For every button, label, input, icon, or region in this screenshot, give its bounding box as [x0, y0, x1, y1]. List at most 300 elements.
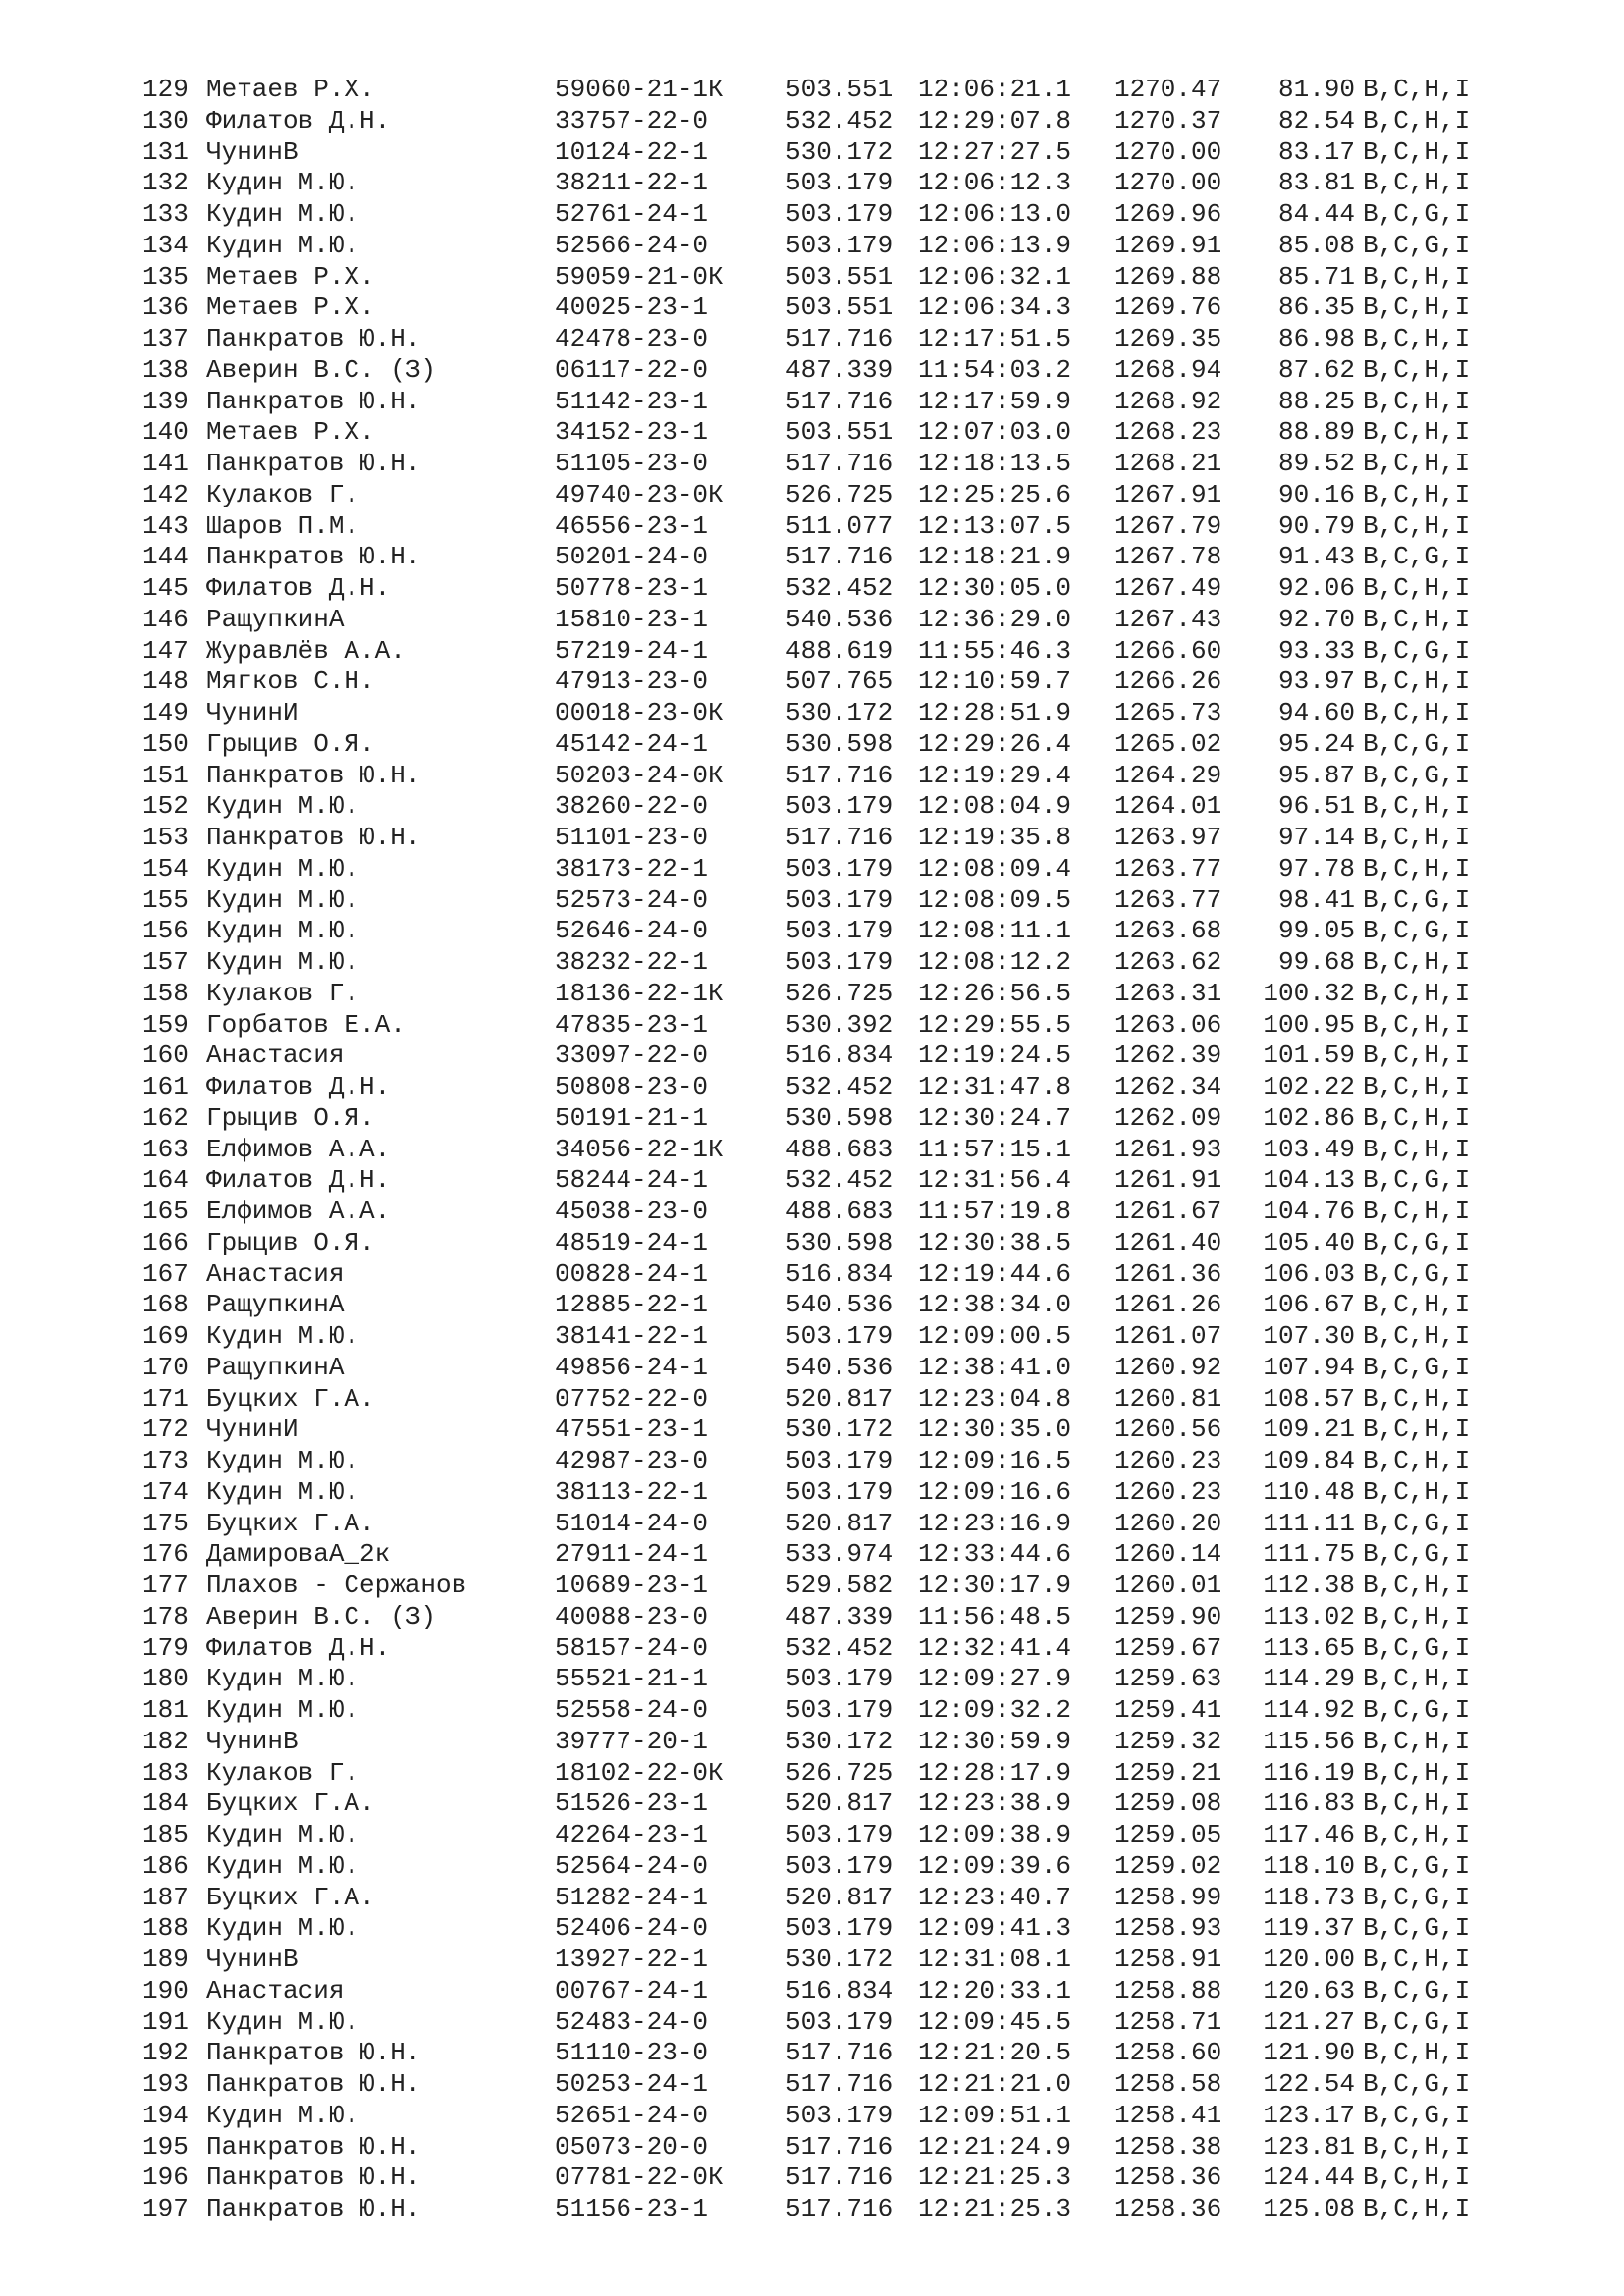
name-cell: Кудин М.Ю.: [206, 1695, 360, 1725]
categories-cell: B,C,G,I: [1363, 2069, 1471, 2099]
name-cell: Кудин М.Ю.: [206, 1664, 360, 1694]
ring-number-cell: 00018-23-0К: [555, 698, 724, 727]
table-row: [142, 1820, 1488, 1851]
place-cell: 142: [142, 479, 189, 509]
distance-cell: 540.536: [785, 1290, 893, 1320]
ring-number-cell: 51142-23-1: [555, 386, 709, 416]
speed-cell: 1268.21: [1114, 449, 1222, 478]
name-cell: Кудин М.Ю.: [206, 1321, 360, 1351]
distance-cell: 517.716: [785, 324, 893, 353]
points-cell: 114.92: [1263, 1695, 1355, 1725]
categories-cell: B,C,G,I: [1363, 1632, 1471, 1663]
name-cell: Грыцив О.Я.: [206, 1227, 375, 1257]
name-cell: Кудин М.Ю.: [206, 2006, 360, 2037]
arrival-time-cell: 12:31:56.4: [918, 1165, 1072, 1196]
ring-number-cell: 38232-22-1: [555, 947, 709, 977]
ring-number-cell: 45038-23-0: [555, 1197, 709, 1226]
speed-cell: 1269.91: [1114, 230, 1222, 260]
arrival-time-cell: 12:18:21.9: [918, 542, 1072, 572]
distance-cell: 503.179: [785, 2006, 893, 2037]
table-row: [142, 605, 1488, 636]
speed-cell: 1261.91: [1114, 1165, 1222, 1196]
categories-cell: B,C,G,I: [1363, 1539, 1471, 1570]
speed-cell: 1258.60: [1114, 2038, 1222, 2068]
ring-number-cell: 49856-24-1: [555, 1352, 709, 1382]
table-row: [142, 1446, 1488, 1477]
arrival-time-cell: 12:36:29.0: [918, 604, 1072, 634]
ring-number-cell: 15810-23-1: [555, 604, 709, 634]
categories-cell: B,C,H,I: [1363, 947, 1471, 977]
arrival-time-cell: 12:23:04.8: [918, 1383, 1072, 1414]
speed-cell: 1258.71: [1114, 2006, 1222, 2037]
table-row: [142, 293, 1488, 324]
table-row: [142, 1509, 1488, 1540]
points-cell: 99.05: [1277, 916, 1355, 946]
arrival-time-cell: 12:29:07.8: [918, 105, 1072, 135]
speed-cell: 1268.23: [1114, 417, 1222, 448]
distance-cell: 526.725: [785, 978, 893, 1008]
speed-cell: 1263.31: [1114, 978, 1222, 1008]
speed-cell: 1258.93: [1114, 1913, 1222, 1944]
table-row: [142, 75, 1488, 106]
distance-cell: 517.716: [785, 2069, 893, 2099]
speed-cell: 1261.07: [1114, 1321, 1222, 1351]
categories-cell: B,C,H,I: [1363, 2131, 1471, 2162]
distance-cell: 530.172: [785, 1945, 893, 1974]
speed-cell: 1260.20: [1114, 1508, 1222, 1538]
table-row: [142, 1758, 1488, 1789]
distance-cell: 532.452: [785, 573, 893, 603]
name-cell: РащупкинА: [206, 604, 345, 634]
table-row: [142, 511, 1488, 543]
distance-cell: 517.716: [785, 386, 893, 416]
categories-cell: B,C,G,I: [1363, 1165, 1471, 1196]
name-cell: Метаев Р.Х.: [206, 417, 375, 448]
name-cell: Кудин М.Ю.: [206, 2100, 360, 2130]
speed-cell: 1258.91: [1114, 1945, 1222, 1974]
place-cell: 162: [142, 1102, 189, 1133]
ring-number-cell: 47835-23-1: [555, 1009, 709, 1040]
place-cell: 176: [142, 1539, 189, 1570]
categories-cell: B,C,H,I: [1363, 1664, 1471, 1694]
name-cell: Панкратов Ю.Н.: [206, 2069, 421, 2099]
place-cell: 168: [142, 1290, 189, 1320]
table-row: [142, 1197, 1488, 1228]
arrival-time-cell: 12:10:59.7: [918, 667, 1072, 697]
points-cell: 113.65: [1263, 1632, 1355, 1663]
categories-cell: B,C,H,I: [1363, 1072, 1471, 1101]
place-cell: 172: [142, 1415, 189, 1445]
points-cell: 90.16: [1277, 479, 1355, 509]
name-cell: РащупкинА: [206, 1290, 345, 1320]
place-cell: 191: [142, 2006, 189, 2037]
points-cell: 122.54: [1263, 2069, 1355, 2099]
speed-cell: 1266.26: [1114, 667, 1222, 697]
place-cell: 157: [142, 947, 189, 977]
distance-cell: 511.077: [785, 510, 893, 541]
name-cell: Шаров П.М.: [206, 510, 360, 541]
categories-cell: B,C,H,I: [1363, 1134, 1471, 1164]
speed-cell: 1263.06: [1114, 1009, 1222, 1040]
categories-cell: B,C,G,I: [1363, 916, 1471, 946]
arrival-time-cell: 12:28:17.9: [918, 1757, 1072, 1788]
ring-number-cell: 10124-22-1: [555, 136, 709, 167]
place-cell: 135: [142, 261, 189, 292]
table-row: [142, 1913, 1488, 1945]
speed-cell: 1258.38: [1114, 2131, 1222, 2162]
table-row: [142, 573, 1488, 605]
ring-number-cell: 42478-23-0: [555, 324, 709, 353]
points-cell: 84.44: [1277, 199, 1355, 229]
name-cell: Кулаков Г.: [206, 1757, 360, 1788]
table-row: [142, 1135, 1488, 1166]
table-row: [142, 885, 1488, 917]
place-cell: 130: [142, 105, 189, 135]
points-cell: 118.10: [1263, 1850, 1355, 1881]
distance-cell: 488.683: [785, 1134, 893, 1164]
arrival-time-cell: 12:38:34.0: [918, 1290, 1072, 1320]
arrival-time-cell: 12:07:03.0: [918, 417, 1072, 448]
ring-number-cell: 51105-23-0: [555, 449, 709, 478]
points-cell: 93.33: [1277, 635, 1355, 666]
speed-cell: 1264.29: [1114, 760, 1222, 790]
points-cell: 96.51: [1277, 791, 1355, 822]
place-cell: 181: [142, 1695, 189, 1725]
distance-cell: 503.179: [785, 1850, 893, 1881]
speed-cell: 1264.01: [1114, 791, 1222, 822]
name-cell: Буцких Г.А.: [206, 1882, 375, 1912]
name-cell: ЧунинИ: [206, 1415, 298, 1445]
table-row: [142, 1602, 1488, 1633]
categories-cell: B,C,H,I: [1363, 1789, 1471, 1819]
table-row: [142, 2101, 1488, 2132]
arrival-time-cell: 12:08:09.5: [918, 884, 1072, 915]
name-cell: Аверин В.С. (З): [206, 354, 437, 385]
table-row: [142, 667, 1488, 698]
arrival-time-cell: 12:06:32.1: [918, 261, 1072, 292]
table-row: [142, 1633, 1488, 1665]
categories-cell: B,C,H,I: [1363, 386, 1471, 416]
table-row: [142, 1539, 1488, 1571]
table-row: [142, 168, 1488, 199]
place-cell: 138: [142, 354, 189, 385]
points-cell: 109.84: [1263, 1446, 1355, 1475]
distance-cell: 517.716: [785, 2038, 893, 2068]
categories-cell: B,C,H,I: [1363, 293, 1471, 323]
name-cell: Филатов Д.Н.: [206, 105, 391, 135]
table-row: [142, 1384, 1488, 1415]
table-row: [142, 231, 1488, 262]
name-cell: Кудин М.Ю.: [206, 199, 360, 229]
name-cell: Грыцив О.Я.: [206, 728, 375, 759]
speed-cell: 1268.94: [1114, 354, 1222, 385]
distance-cell: 532.452: [785, 1632, 893, 1663]
categories-cell: B,C,H,I: [1363, 168, 1471, 198]
points-cell: 119.37: [1263, 1913, 1355, 1944]
speed-cell: 1259.21: [1114, 1757, 1222, 1788]
categories-cell: B,C,G,I: [1363, 1258, 1471, 1289]
place-cell: 184: [142, 1789, 189, 1819]
categories-cell: B,C,H,I: [1363, 1197, 1471, 1226]
distance-cell: 517.716: [785, 760, 893, 790]
name-cell: Елфимов А.А.: [206, 1197, 391, 1226]
ring-number-cell: 18102-22-0К: [555, 1757, 724, 1788]
distance-cell: 503.179: [785, 791, 893, 822]
name-cell: Плахов - Сержанов: [206, 1571, 467, 1600]
name-cell: Кудин М.Ю.: [206, 916, 360, 946]
arrival-time-cell: 12:19:24.5: [918, 1041, 1072, 1071]
place-cell: 146: [142, 604, 189, 634]
name-cell: Кудин М.Ю.: [206, 791, 360, 822]
ring-number-cell: 18136-22-1К: [555, 978, 724, 1008]
ring-number-cell: 52558-24-0: [555, 1695, 709, 1725]
points-cell: 108.57: [1263, 1383, 1355, 1414]
categories-cell: B,C,G,I: [1363, 635, 1471, 666]
points-cell: 105.40: [1263, 1227, 1355, 1257]
points-cell: 111.75: [1263, 1539, 1355, 1570]
distance-cell: 530.172: [785, 136, 893, 167]
arrival-time-cell: 12:09:38.9: [918, 1820, 1072, 1849]
speed-cell: 1262.34: [1114, 1072, 1222, 1101]
table-row: [142, 1727, 1488, 1758]
speed-cell: 1270.00: [1114, 136, 1222, 167]
place-cell: 151: [142, 760, 189, 790]
distance-cell: 503.179: [785, 884, 893, 915]
name-cell: Панкратов Ю.Н.: [206, 2038, 421, 2068]
table-row: [142, 417, 1488, 449]
place-cell: 134: [142, 230, 189, 260]
speed-cell: 1259.90: [1114, 1601, 1222, 1631]
distance-cell: 520.817: [785, 1383, 893, 1414]
table-row: [142, 1851, 1488, 1883]
table-row: [142, 916, 1488, 947]
place-cell: 175: [142, 1508, 189, 1538]
ring-number-cell: 51110-23-0: [555, 2038, 709, 2068]
points-cell: 95.24: [1277, 728, 1355, 759]
distance-cell: 532.452: [785, 1165, 893, 1196]
ring-number-cell: 47551-23-1: [555, 1415, 709, 1445]
distance-cell: 517.716: [785, 449, 893, 478]
table-row: [142, 2132, 1488, 2163]
points-cell: 88.89: [1277, 417, 1355, 448]
distance-cell: 517.716: [785, 823, 893, 852]
ring-number-cell: 50191-21-1: [555, 1102, 709, 1133]
arrival-time-cell: 12:09:16.6: [918, 1476, 1072, 1507]
arrival-time-cell: 11:57:15.1: [918, 1134, 1072, 1164]
points-cell: 85.08: [1277, 230, 1355, 260]
points-cell: 121.27: [1263, 2006, 1355, 2037]
distance-cell: 503.179: [785, 916, 893, 946]
arrival-time-cell: 12:19:44.6: [918, 1258, 1072, 1289]
arrival-time-cell: 12:21:24.9: [918, 2131, 1072, 2162]
name-cell: Панкратов Ю.Н.: [206, 823, 421, 852]
results-table: [142, 75, 1488, 2225]
table-row: [142, 1571, 1488, 1602]
ring-number-cell: 50253-24-1: [555, 2069, 709, 2099]
categories-cell: B,C,H,I: [1363, 1820, 1471, 1849]
name-cell: Кудин М.Ю.: [206, 947, 360, 977]
ring-number-cell: 58244-24-1: [555, 1165, 709, 1196]
distance-cell: 503.551: [785, 261, 893, 292]
table-row: [142, 1072, 1488, 1103]
place-cell: 149: [142, 698, 189, 727]
speed-cell: 1261.93: [1114, 1134, 1222, 1164]
name-cell: Буцких Г.А.: [206, 1789, 375, 1819]
points-cell: 102.86: [1263, 1102, 1355, 1133]
name-cell: Кудин М.Ю.: [206, 853, 360, 883]
arrival-time-cell: 12:09:45.5: [918, 2006, 1072, 2037]
distance-cell: 529.582: [785, 1571, 893, 1600]
ring-number-cell: 51156-23-1: [555, 2194, 709, 2223]
arrival-time-cell: 12:30:38.5: [918, 1227, 1072, 1257]
name-cell: Кудин М.Ю.: [206, 1820, 360, 1849]
distance-cell: 533.974: [785, 1539, 893, 1570]
arrival-time-cell: 12:27:27.5: [918, 136, 1072, 167]
distance-cell: 532.452: [785, 1072, 893, 1101]
distance-cell: 530.392: [785, 1009, 893, 1040]
ring-number-cell: 42264-23-1: [555, 1820, 709, 1849]
points-cell: 114.29: [1263, 1664, 1355, 1694]
arrival-time-cell: 12:19:35.8: [918, 823, 1072, 852]
speed-cell: 1259.08: [1114, 1789, 1222, 1819]
distance-cell: 517.716: [785, 2194, 893, 2223]
distance-cell: 530.598: [785, 1102, 893, 1133]
arrival-time-cell: 11:56:48.5: [918, 1601, 1072, 1631]
table-row: [142, 854, 1488, 885]
place-cell: 159: [142, 1009, 189, 1040]
arrival-time-cell: 11:57:19.8: [918, 1197, 1072, 1226]
points-cell: 123.81: [1263, 2131, 1355, 2162]
name-cell: Панкратов Ю.Н.: [206, 542, 421, 572]
table-row: [142, 2038, 1488, 2069]
arrival-time-cell: 12:09:51.1: [918, 2100, 1072, 2130]
speed-cell: 1265.02: [1114, 728, 1222, 759]
distance-cell: 530.598: [785, 1227, 893, 1257]
categories-cell: B,C,H,I: [1363, 2163, 1471, 2193]
speed-cell: 1269.76: [1114, 293, 1222, 323]
categories-cell: B,C,H,I: [1363, 417, 1471, 448]
place-cell: 131: [142, 136, 189, 167]
ring-number-cell: 40088-23-0: [555, 1601, 709, 1631]
table-row: [142, 1789, 1488, 1820]
ring-number-cell: 38113-22-1: [555, 1476, 709, 1507]
place-cell: 164: [142, 1165, 189, 1196]
speed-cell: 1268.92: [1114, 386, 1222, 416]
ring-number-cell: 00767-24-1: [555, 1975, 709, 2005]
distance-cell: 503.179: [785, 168, 893, 198]
speed-cell: 1270.00: [1114, 168, 1222, 198]
name-cell: ЧунинВ: [206, 1726, 298, 1756]
table-row: [142, 1010, 1488, 1041]
place-cell: 179: [142, 1632, 189, 1663]
points-cell: 116.83: [1263, 1789, 1355, 1819]
place-cell: 160: [142, 1041, 189, 1071]
arrival-time-cell: 11:55:46.3: [918, 635, 1072, 666]
arrival-time-cell: 12:06:12.3: [918, 168, 1072, 198]
points-cell: 85.71: [1277, 261, 1355, 292]
points-cell: 92.06: [1277, 573, 1355, 603]
speed-cell: 1261.67: [1114, 1197, 1222, 1226]
points-cell: 97.78: [1277, 853, 1355, 883]
place-cell: 194: [142, 2100, 189, 2130]
points-cell: 121.90: [1263, 2038, 1355, 2068]
name-cell: Горбатов Е.А.: [206, 1009, 406, 1040]
ring-number-cell: 59060-21-1К: [555, 75, 724, 104]
categories-cell: B,C,H,I: [1363, 1726, 1471, 1756]
speed-cell: 1258.36: [1114, 2163, 1222, 2193]
speed-cell: 1266.60: [1114, 635, 1222, 666]
name-cell: ЧунинИ: [206, 698, 298, 727]
place-cell: 147: [142, 635, 189, 666]
table-row: [142, 199, 1488, 231]
place-cell: 155: [142, 884, 189, 915]
ring-number-cell: 00828-24-1: [555, 1258, 709, 1289]
name-cell: Кудин М.Ю.: [206, 1446, 360, 1475]
place-cell: 189: [142, 1945, 189, 1974]
name-cell: Панкратов Ю.Н.: [206, 324, 421, 353]
points-cell: 113.02: [1263, 1601, 1355, 1631]
distance-cell: 503.179: [785, 947, 893, 977]
speed-cell: 1259.32: [1114, 1726, 1222, 1756]
table-row: [142, 542, 1488, 573]
categories-cell: B,C,H,I: [1363, 1476, 1471, 1507]
place-cell: 133: [142, 199, 189, 229]
distance-cell: 503.179: [785, 1446, 893, 1475]
place-cell: 195: [142, 2131, 189, 2162]
name-cell: Кудин М.Ю.: [206, 1476, 360, 1507]
points-cell: 97.14: [1277, 823, 1355, 852]
speed-cell: 1260.01: [1114, 1571, 1222, 1600]
points-cell: 117.46: [1263, 1820, 1355, 1849]
speed-cell: 1270.37: [1114, 105, 1222, 135]
distance-cell: 530.598: [785, 728, 893, 759]
categories-cell: B,C,H,I: [1363, 604, 1471, 634]
points-cell: 109.21: [1263, 1415, 1355, 1445]
categories-cell: B,C,H,I: [1363, 667, 1471, 697]
distance-cell: 503.179: [785, 1321, 893, 1351]
name-cell: Филатов Д.Н.: [206, 1165, 391, 1196]
table-row: [142, 791, 1488, 823]
distance-cell: 530.172: [785, 1415, 893, 1445]
points-cell: 107.94: [1263, 1352, 1355, 1382]
table-row: [142, 1228, 1488, 1259]
distance-cell: 530.172: [785, 698, 893, 727]
categories-cell: B,C,H,I: [1363, 510, 1471, 541]
speed-cell: 1267.78: [1114, 542, 1222, 572]
arrival-time-cell: 12:30:35.0: [918, 1415, 1072, 1445]
categories-cell: B,C,G,I: [1363, 199, 1471, 229]
table-row: [142, 761, 1488, 792]
points-cell: 106.03: [1263, 1258, 1355, 1289]
ring-number-cell: 07781-22-0К: [555, 2163, 724, 2193]
place-cell: 140: [142, 417, 189, 448]
arrival-time-cell: 11:54:03.2: [918, 354, 1072, 385]
categories-cell: B,C,H,I: [1363, 791, 1471, 822]
ring-number-cell: 40025-23-1: [555, 293, 709, 323]
categories-cell: B,C,H,I: [1363, 1757, 1471, 1788]
arrival-time-cell: 12:06:34.3: [918, 293, 1072, 323]
arrival-time-cell: 12:06:13.9: [918, 230, 1072, 260]
ring-number-cell: 59059-21-0К: [555, 261, 724, 292]
place-cell: 196: [142, 2163, 189, 2193]
points-cell: 94.60: [1277, 698, 1355, 727]
name-cell: Метаев Р.Х.: [206, 75, 375, 104]
speed-cell: 1258.88: [1114, 1975, 1222, 2005]
points-cell: 112.38: [1263, 1571, 1355, 1600]
distance-cell: 503.179: [785, 1664, 893, 1694]
points-cell: 116.19: [1263, 1757, 1355, 1788]
distance-cell: 532.452: [785, 105, 893, 135]
